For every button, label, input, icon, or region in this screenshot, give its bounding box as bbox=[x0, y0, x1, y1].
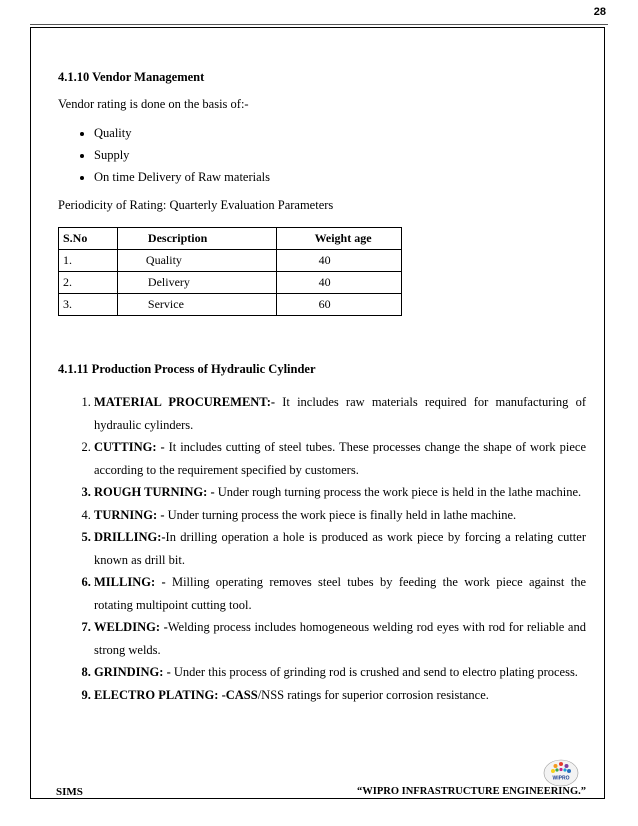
vendor-criteria-list bbox=[58, 122, 586, 188]
vendor-rating-table bbox=[58, 227, 402, 316]
step-text: /NSS ratings for superior corrosion resistance. bbox=[257, 687, 489, 702]
list-item bbox=[94, 684, 586, 707]
step-name: CUTTING: - bbox=[94, 440, 165, 454]
step-name: ELECTRO PLATING: -CASS bbox=[94, 687, 258, 702]
step-text: Under rough turning process the work piece is held in the lathe machine. bbox=[214, 485, 582, 499]
cell-weightage: 60 bbox=[276, 294, 401, 316]
step-name: MATERIAL PROCUREMENT:- bbox=[94, 395, 276, 409]
list-item bbox=[94, 616, 586, 661]
cell-weightage: 40 bbox=[276, 272, 401, 294]
cell-sno: 2. bbox=[59, 272, 118, 294]
page-number: 28 bbox=[593, 6, 606, 18]
list-item: • Quality bbox=[94, 122, 586, 144]
cell-description: Quality bbox=[117, 250, 276, 272]
list-item bbox=[94, 661, 586, 684]
production-process-heading: 4.1.11 Production Process of Hydraulic Cylinder bbox=[58, 362, 316, 376]
step-text: Milling operating removes steel tubes by feeding the work piece against the rotating multipoint cutting tool. bbox=[94, 575, 586, 612]
step-name: DRILLING:- bbox=[94, 530, 166, 544]
header-rule bbox=[30, 24, 608, 25]
vendor-management-heading: 4.1.10 Vendor Management bbox=[58, 70, 205, 84]
step-name: TURNING: - bbox=[94, 507, 165, 522]
step-text: It includes raw materials required for manufacturing of hydraulic cylinders. bbox=[94, 395, 586, 432]
list-item bbox=[94, 436, 586, 481]
cell-description: Service bbox=[117, 294, 276, 316]
header-description: Description bbox=[117, 228, 276, 250]
cell-sno: 3. bbox=[59, 294, 118, 316]
logo-text: WIPRO bbox=[552, 775, 570, 782]
wipro-logo-icon bbox=[543, 758, 579, 788]
step-name: MILLING: - bbox=[94, 575, 166, 589]
cell-description: Delivery bbox=[117, 272, 276, 294]
step-text: It includes cutting of steel tubes. These processes change the shape of work piece according to the requirement specified by customers. bbox=[94, 440, 586, 477]
table-row bbox=[59, 294, 402, 316]
list-item bbox=[94, 526, 586, 571]
cell-sno: 1. bbox=[59, 250, 118, 272]
footer-left-text: SIMS bbox=[56, 786, 83, 798]
production-steps-list bbox=[58, 391, 586, 706]
step-text: Welding process includes homogeneous welding rod eyes with rod for reliable and strong welds. bbox=[94, 620, 586, 657]
step-text: In drilling operation a hole is produced as work piece by forcing a relating cutter known as drill bit. bbox=[94, 530, 586, 567]
vendor-intro: Vendor rating is done on the basis of:- bbox=[58, 97, 249, 111]
step-text: Under this process of grinding rod is crushed and send to electro plating process. bbox=[170, 665, 578, 679]
page-content bbox=[58, 70, 586, 706]
header-weightage: Weight age bbox=[276, 228, 401, 250]
list-item: • Supply bbox=[94, 144, 586, 166]
step-name: ROUGH TURNING: - bbox=[94, 485, 215, 499]
list-item bbox=[94, 391, 586, 436]
list-item bbox=[94, 571, 586, 616]
header-sno: S.No bbox=[59, 228, 118, 250]
list-item bbox=[94, 504, 586, 527]
step-name: GRINDING: - bbox=[94, 665, 171, 679]
step-name: WELDING: - bbox=[94, 620, 168, 634]
table-header-row bbox=[59, 228, 402, 250]
list-item: • On time Delivery of Raw materials bbox=[94, 166, 586, 188]
cell-weightage: 40 bbox=[276, 250, 401, 272]
step-text: Under turning process the work piece is finally held in lathe machine. bbox=[164, 507, 517, 522]
table-row bbox=[59, 250, 402, 272]
footer-right-text: “WIPRO INFRASTRUCTURE ENGINEERING.” bbox=[357, 786, 586, 797]
periodicity-text: Periodicity of Rating: Quarterly Evaluation Parameters bbox=[58, 198, 334, 212]
list-item bbox=[94, 481, 586, 504]
table-row bbox=[59, 272, 402, 294]
